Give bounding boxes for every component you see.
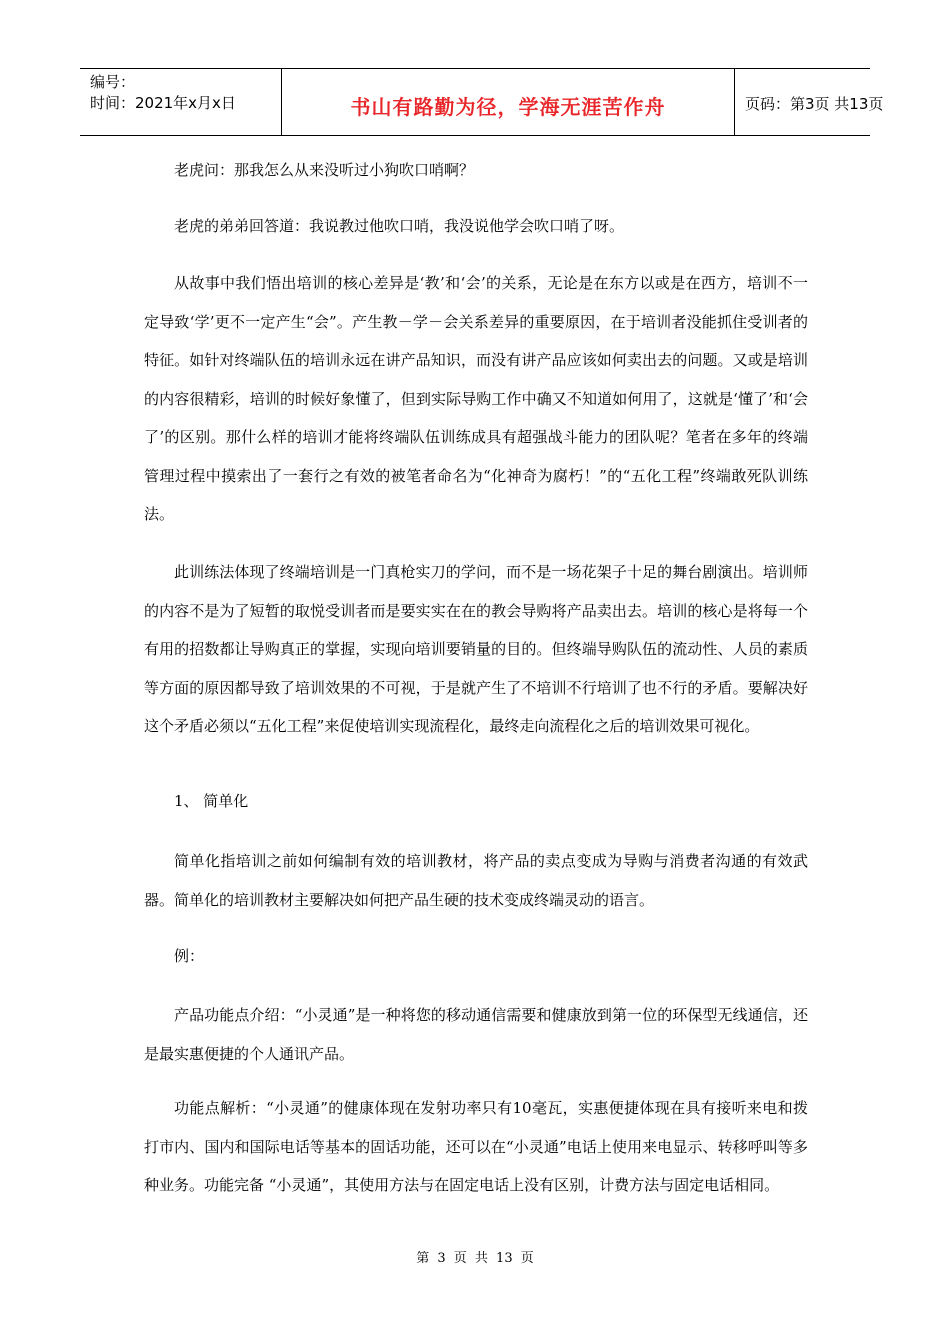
header-meta-cell	[80, 69, 282, 135]
paragraph: 老虎问：那我怎么从来没听过小狗吹口哨啊？	[174, 161, 475, 179]
motto-text: 书山有路勤为径，学海无涯苦作舟	[350, 95, 666, 119]
paragraph: 例：	[174, 947, 205, 965]
paragraph: 功能点解析：“小灵通”的健康体现在发射功率只有10毫瓦，实惠便捷体现在具有接听来电和拨打市内、国内和国际电话等基本的固话功能，还可以在“小灵通”电话上使用来电显示、转移呼叫等多种业务。功能完备 “小灵通”，其使用方法与在固定电话上没有区别，计费方法与固定电话相同。	[144, 1099, 808, 1194]
paragraph: 简单化指培训之前如何编制有效的培训教材，将产品的卖点变成为导购与消费者沟通的有效武器。简单化的培训教材主要解决如何把产品生硬的技术变成终端灵动的语言。	[144, 852, 808, 909]
paragraph: 产品功能点介绍：“小灵通”是一种将您的移动通信需要和健康放到第一位的环保型无线通信，还是最实惠便捷的个人通讯产品。	[144, 1006, 808, 1063]
header-motto-cell	[282, 69, 735, 135]
section-heading: 1、 简单化	[174, 792, 249, 810]
paragraph: 从故事中我们悟出培训的核心差异是‘教’和‘会’的关系，无论是在东方以或是在西方，培训不一定导致‘学’更不一定产生“会”。产生教－学－会关系差异的重要原因，在于培训者没能抓住受训者的特征。如针对终端队伍的培训永远在讲产品知识，而没有讲产品应该如何卖出去的问题。又或是培训的内容很精彩，培训的时候好象懂了，但到实际导购工作中确又不知道如何用了，这就是‘懂了’和‘会了’的区别。那什么样的培训才能将终端队伍训练成具有超强战斗能力的团队呢？笔者在多年的终端管理过程中摸索出了一套行之有效的被笔者命名为“化神奇为腐朽！”的“五化工程”终端敢死队训练法。	[144, 274, 808, 523]
paragraph: 此训练法体现了终端培训是一门真枪实刀的学问，而不是一场花架子十足的舞台剧演出。培训师的内容不是为了短暂的取悦受训者而是要实实在在的教会导购将产品卖出去。培训的核心是将每一个有用的招数都让导购真正的掌握，实现向培训要销量的目的。但终端导购队伍的流动性、人员的素质等方面的原因都导致了培训效果的不可视，于是就产生了不培训不行培训了也不行的矛盾。要解决好这个矛盾必须以“五化工程”来促使培训实现流程化，最终走向流程化之后的培训效果可视化。	[144, 563, 808, 735]
date-label: 时间：2021年x月x日	[90, 94, 236, 112]
page-footer: 第 3 页 共 13 页	[416, 1251, 534, 1266]
serial-label: 编号：	[90, 73, 136, 91]
document-header	[80, 68, 884, 136]
paragraph: 老虎的弟弟回答道：我说教过他吹口哨，我没说他学会吹口哨了呀。	[174, 217, 625, 235]
header-page-cell	[735, 69, 884, 135]
page-code: 页码：第3页 共13页	[745, 95, 884, 113]
